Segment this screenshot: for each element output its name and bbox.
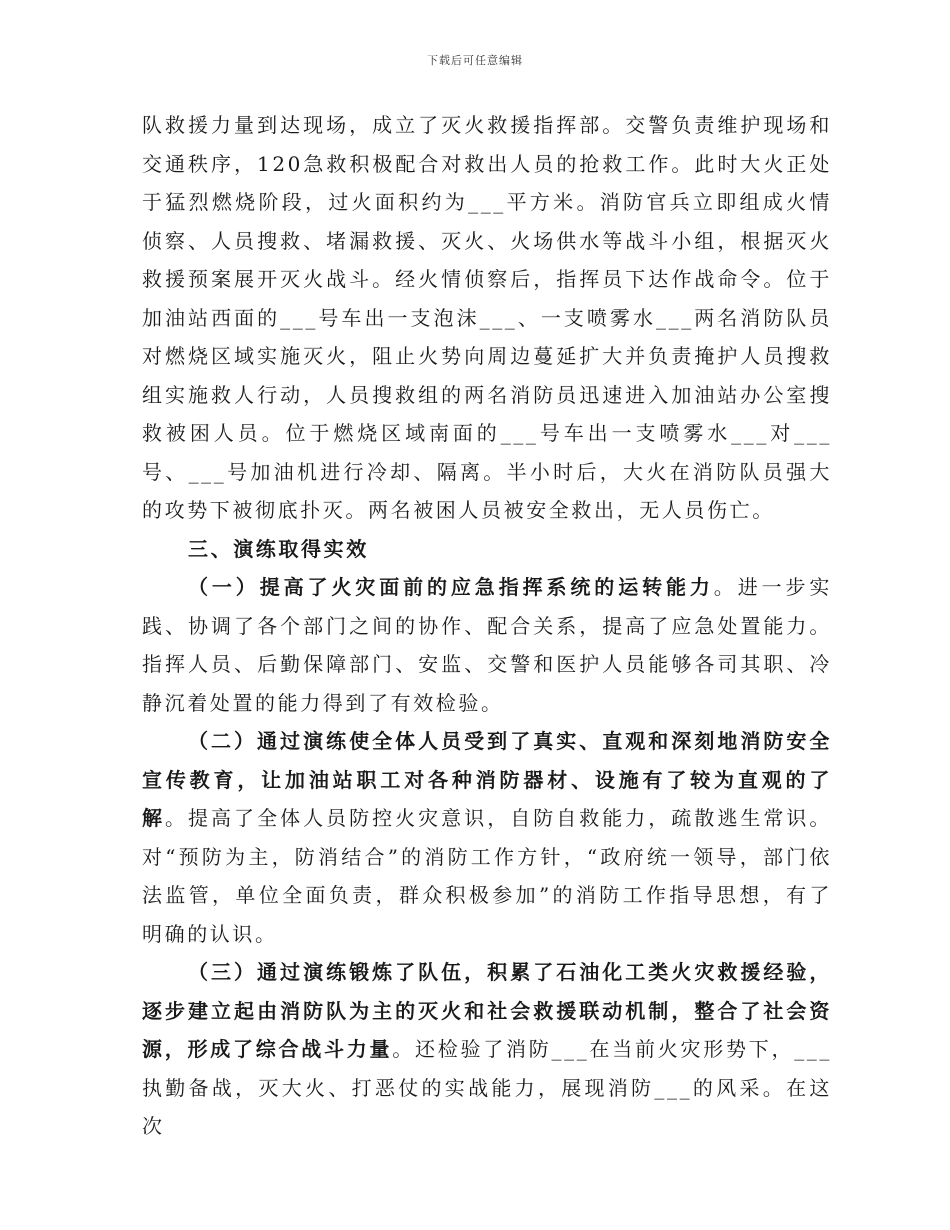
result-3-lead: （三）通过演练锻炼了队伍，积累了石油化工类火灾救援经验，逐步建立起由消防队为主的灭火和社会救援联动机制，整合了社会资源，形成了综合战斗力量 — [142, 960, 832, 1061]
result-1-text: 。进一步实践、协调了各个部门之间的协作、配合关系，提高了应急处置能力。指挥人员、后勤保障部门、安监、交警和医护人员能够各司其职、冷静沉着处置的能力得到了有效检验。 — [142, 575, 832, 715]
page-header: 下载后可任意编辑 — [427, 54, 523, 67]
paragraph-rescue-operation: 队救援力量到达现场，成立了灭火救援指挥部。交警负责维护现场和交通秩序，120急救积极配合对救出人员的抢救工作。此时大火正处于猛烈燃烧阶段，过火面积约为___平方米。消防官兵立即组成火情侦察、人员搜救、堵漏救援、灭火、火场供水等战斗小组，根据灭火救援预案展开灭火战斗。经火情侦察后，指挥员下达作战命令。位于加油站西面的___号车出一支泡沫___、一支喷雾水___两名消防队员对燃烧区域实施灭火，阻止火势向周边蔓延扩大并负责掩护人员搜救组实施救人行动，人员搜救组的两名消防员迅速进入加油站办公室搜救被困人员。位于燃烧区域南面的___号车出一支喷雾水___对___号、___号加油机进行冷却、隔离。半小时后，大火在消防队员强大的攻势下被彻底扑灭。两名被困人员被安全救出，无人员伤亡。 — [142, 113, 832, 522]
paragraph-result-1 — [142, 568, 832, 722]
result-3-text: 。还检验了消防___在当前火灾形势下，___执勤备战，灭大火、打恶仗的实战能力，展现消防___的风采。在这次 — [142, 1037, 832, 1138]
document-body — [142, 106, 832, 1146]
paragraph-result-2 — [142, 722, 832, 953]
paragraph-result-3 — [142, 953, 832, 1146]
result-2-lead: （二）通过演练使全体人员受到了真实、直观和深刻地消防安全宣传教育，让加油站职工对各种消防器材、设施有了较为直观的了解 — [142, 729, 832, 830]
result-1-lead: （一）提高了火灾面前的应急指挥系统的运转能力 — [188, 575, 714, 599]
result-2-text: 。提高了全体人员防控火灾意识，自防自救能力，疏散逃生常识。对“预防为主，防消结合”的消防工作方针，“政府统一领导，部门依法监管，单位全面负责，群众积极参加”的消防工作指导思想，有了明确的认识。 — [142, 806, 832, 946]
section-heading-results: 三、演练取得实效 — [188, 536, 369, 561]
